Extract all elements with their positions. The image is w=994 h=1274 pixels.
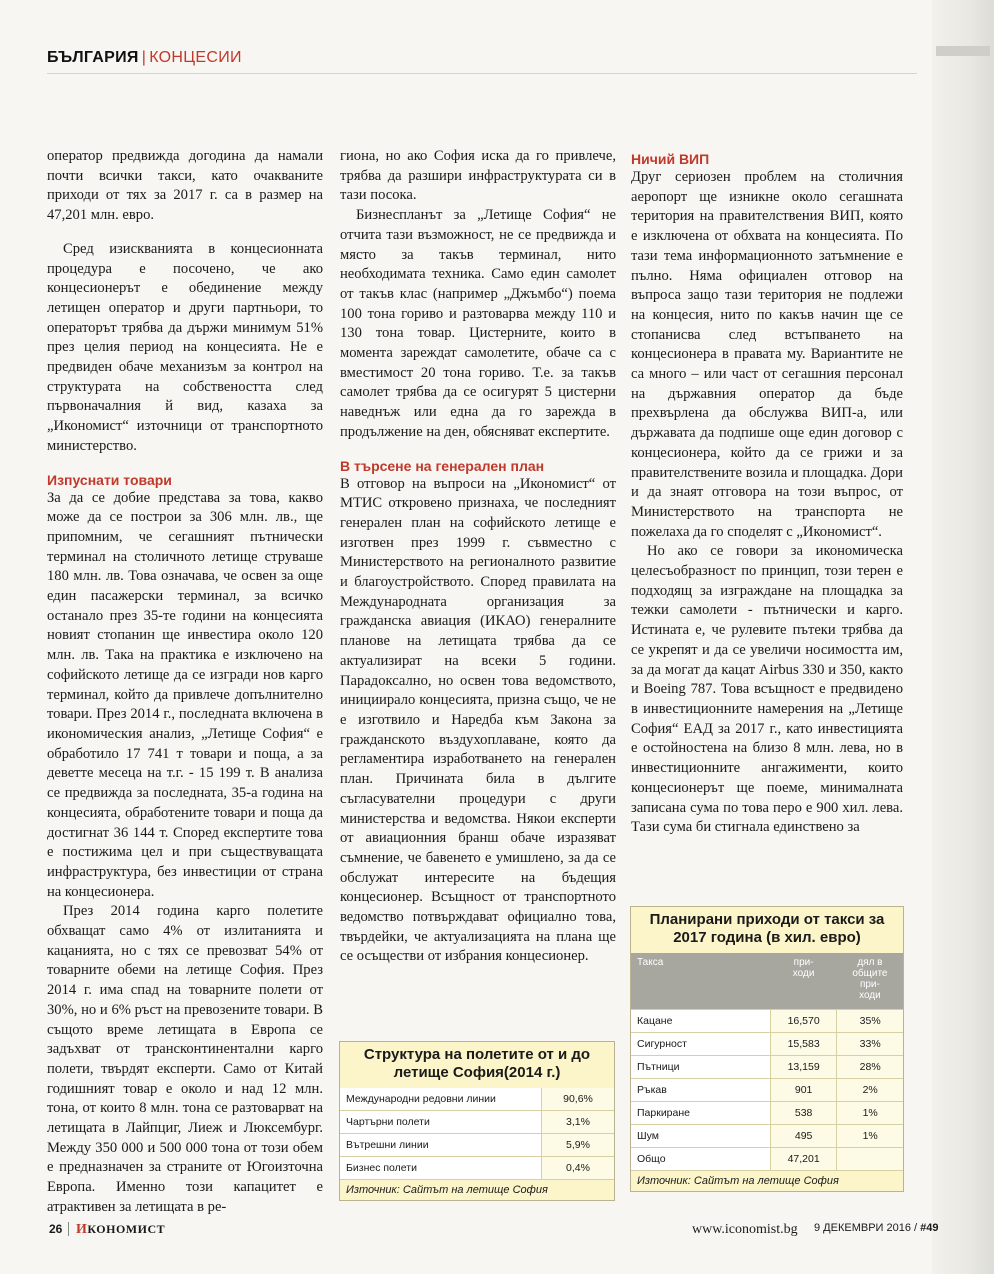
text-column-2 [340,147,616,967]
table-source: Източник: Сайтът на летище София [637,1175,839,1187]
table-source: Източник: Сайтът на летище София [346,1184,548,1196]
fee-income: 495 [770,1125,836,1148]
fee-income: 16,570 [770,1010,836,1033]
header-rule [47,73,917,74]
row-label: Вътрешни линии [340,1134,542,1157]
fee-share: 33% [837,1033,903,1056]
section-label: БЪЛГАРИЯ [47,49,139,66]
fee-income: 538 [770,1102,836,1125]
subheading: В търсене на генерален план [340,457,545,474]
fee-share: 1% [837,1102,903,1125]
adjacent-page-edge [932,0,994,1274]
logo-mark: И [76,1222,88,1237]
fee-name: Общо [631,1148,770,1171]
fee-share [837,1148,903,1171]
text-column-3 [631,150,903,838]
row-value: 0,4% [542,1157,615,1180]
table-row [631,1056,903,1079]
table-total-row [631,1148,903,1171]
date-text: 9 ДЕКЕМВРИ 2016 / [814,1222,918,1234]
paragraph: За да се добие представа за това, какво може да се построи за 306 млн. лв., ще припомним, че сегашният пътнически терминал на столичното летище струваше 180 млн. лв. Това означава, че освен за още един пасажерски терминал, за всичко останало през 35-те години на концесията новият стопанин ще инвестира около 120 млн. лв. Така на практика е изключено на софийското летище да се изгради нов карго терминал, който да привлече допълнително товари. През 2014 г., последната включена в икономическия анализ, „Летище София“ е обработило 17 741 т товари и поща, а за деветте месеца на т.г. - 15 199 т. В анализа се предвижда за последната, 35-а година на концесията, обработените товари и поща да достигнат 36 144 т. Според експертите това е постижима цел и при съществуващата инфраструктура, без инвестиции от страна на концесионера. [47,489,323,900]
table-title: Структура на полетите от и до летище София(2014 г.) [363,1046,591,1081]
logo-text: КОНОМИСТ [87,1222,166,1236]
fee-name: Ръкав [631,1079,770,1102]
issue-date [814,1222,939,1234]
header-income: при- ходи [770,953,836,1010]
flights-structure-table [339,1041,615,1201]
table-row [340,1157,614,1180]
paragraph: Но ако се говори за икономическа целесъобразност по принцип, този терен е подходящ за изграждане на площадка за тежки самолети - пътнически и карго. Истината е, че рулевите пътеки трябва да се укрепят и да се увеличи носимостта им, за да могат да кацат Airbus 330 и 350, както и Boeing 787. Това всъщност е предвидено в инвестиционните намерения на „Летище София“ ЕАД за 2017 г., като инвестицията е остойностена на близо 8 млн. лева, но в инвестиционните ангажименти, които концесионерът ще поеме, минималната записана сума по това перо е 900 хил. лева. Тази сума би стигнала единствено за [631,543,903,836]
header-fee: Такса [631,953,770,1010]
paragraph: Бизнеспланът за „Летище София“ не отчита тази възможност, не се предвижда и място за такъв терминал, нито необходимата техника. Само един самолет от такъв клас (например „Джъмбо“) поема 100 тона гориво и разтоварва между 110 и 130 тона товар. Цистерните, които в момента зареждат самолетите, обаче са с вместимост 20 тона гориво. Т.е. за такъв самолет трябва да се осигурят 5 цистерни наведнъж или една да го зарежда в продължение на ден, обясняват експертите. [340,207,616,440]
table-row [631,1125,903,1148]
table-row [631,1033,903,1056]
table-row [340,1134,614,1157]
table-row [340,1088,614,1111]
subheading: Изпуснати товари [47,471,172,488]
paragraph: Друг сериозен проблем на столичния аеропорт ще изникне около сегашната територия на правителствения ВИП, която е изключена от обхвата на концесията. По тази тема информационното затъмнение е пълно. Няма официален отговор на въпроса защо тази територия не подлежи на концесия, нито по какъв начин ще се стопанисва след встъпването на концесионера в правата му. Вариантите не са много – или част от сегашния персонал на държавния оператор да бъде прехвърлена да обслужва ВИП-а, или държавата да подпише още един договор с концесионера, който да се грижи и за правителствените возила и площадка. Дори и да знаят отговора на този въпрос, от Министерството на транспорта не пожелаха да го споделят с „Икономист“. [631,169,903,540]
fee-name: Пътници [631,1056,770,1079]
row-label: Бизнес полети [340,1157,542,1180]
fee-income: 901 [770,1079,836,1102]
row-value: 90,6% [542,1088,615,1111]
paragraph: През 2014 година карго полетите обхващат само 4% от излитанията и кацанията, но с тях се превозват 54% от товарните обеми на летище София. През 2014 г. има спад на товарните полети от 30%, но и 6% ръст на превозените товари. В същото време летищата в Европа се задъхват от трансконтинентални карго полети, твърдят експерти. Само от Китай годишният товар е около и над 12 млн. тона, от които 8 млн. тона се разтоварват на летищата в Лайпциг, Лиеж и Люксембург. Между 350 000 и 500 000 тона от този обем е предназначен за страните от Югоизточна Европа. Именно този капацитет е атрактивен за летищата в ре- [47,903,323,1215]
row-value: 3,1% [542,1111,615,1134]
magazine-logo [76,1222,165,1238]
table-title: Планирани приходи от такси за 2017 година (в хил. евро) [649,911,885,946]
table-header-row [631,953,903,1010]
fee-name: Паркиране [631,1102,770,1125]
paragraph: оператор предвижда догодина да намали почти всички такси, като очакваните приходи от тях за 2017 г. са в размер на 47,201 млн. евро. [47,148,323,224]
fee-income: 15,583 [770,1033,836,1056]
fees-revenue-table [630,906,904,1192]
website-url: www.iconomist.bg [692,1222,798,1237]
subsection-label: КОНЦЕСИИ [149,49,242,66]
fee-share: 1% [837,1125,903,1148]
row-label: Чартърни полети [340,1111,542,1134]
paragraph: гиона, но ако София иска да го привлече, трябва да разшири инфраструктурата си в тази посока. [340,148,616,204]
text-column-1 [47,147,323,1218]
footer-divider [68,1222,69,1236]
section-separator: | [141,49,147,66]
fee-name: Кацане [631,1010,770,1033]
fee-name: Шум [631,1125,770,1148]
fee-share: 2% [837,1079,903,1102]
table-row [631,1079,903,1102]
adjacent-page-header-ghost [936,46,990,56]
subheading: Ничий ВИП [631,151,710,167]
paragraph: Сред изискванията в концесионната процедура е посочено, че ако концесионерът е обединение между летищен оператор и други партньори, то операторът трябва да държи минимум 51% през целия период на концесията. Не е предвиден обаче механизъм за контрол на структурата на собствеността след първоначалния й вид, казаха за „Икономист“ източници от транспортното министерство. [47,240,323,454]
fee-name: Сигурност [631,1033,770,1056]
fee-income: 13,159 [770,1056,836,1079]
page-number: 26 [49,1222,63,1236]
issue-number: #49 [920,1222,939,1234]
paragraph: В отговор на въпроси на „Икономист“ от МТИС откровено признаха, че последният генерален план на софийското летище е изготвен през 1999 г. съвместно с Министерството на регионалното развитие и благоустройството. Според правилата на Международната организация за гражданска авиация (ИКАО) генералните планове на летищата трябва да се актуализират на всеки 5 години. Парадоксално, но освен това ведомството, инициирало концесията, призна също, че не е изготвило и Наредба към Закона за гражданското въздухоплаване, която да регламентира изработването на генерален план. Причината била в дългите съгласувателни процедури с други министерства и ведомства. Някои експерти от авиационния бранш обаче изразяват съмнение, че бавенето е умишлено, за да се обслужат интересите на бъдещия концесионер. Всъщност от транспортното ведомство потвърждават официално това, твърдейки, че актуализацията на плана ще се осъществи от избрания концесионер. [340,475,616,965]
fee-share: 35% [837,1010,903,1033]
table-row [631,1010,903,1033]
table-row [340,1111,614,1134]
section-header [47,49,242,67]
fee-share: 28% [837,1056,903,1079]
header-share: дял в общите при- ходи [837,953,903,1010]
row-value: 5,9% [542,1134,615,1157]
table-row [631,1102,903,1125]
fee-income: 47,201 [770,1148,836,1171]
row-label: Международни редовни линии [340,1088,542,1111]
